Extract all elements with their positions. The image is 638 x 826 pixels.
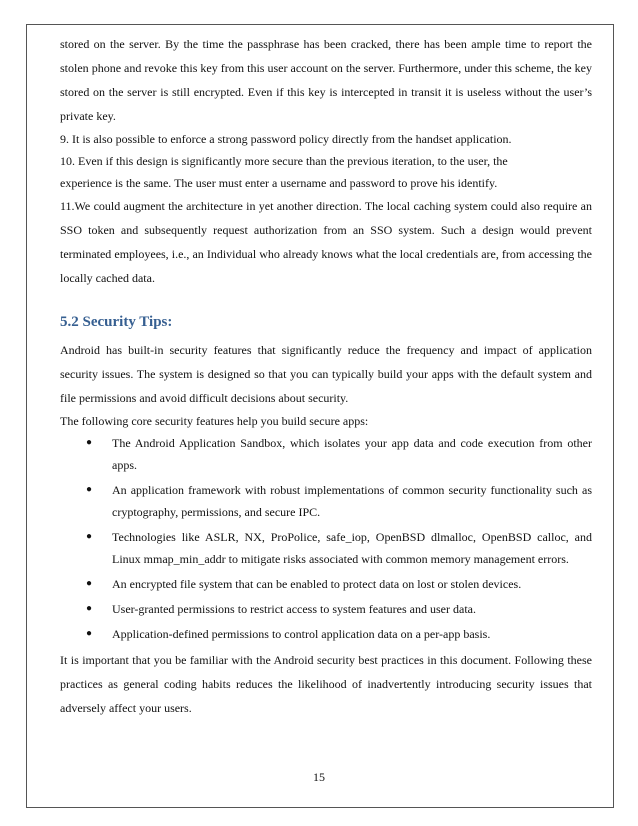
list-item <box>60 573 592 595</box>
feature-list <box>60 432 592 645</box>
bullet-icon: ● <box>86 603 93 614</box>
bullet-icon: ● <box>86 531 93 542</box>
bullet-icon: ● <box>86 484 93 495</box>
list-item <box>60 479 592 523</box>
bullet-icon: ● <box>86 578 93 589</box>
list-item-text: The Android Application Sandbox, which isolates your app data and code execution from other apps. <box>112 436 592 472</box>
list-item-text: Application-defined permissions to control application data on a per-app basis. <box>112 627 491 641</box>
list-item-text: User-granted permissions to restrict access to system features and user data. <box>112 602 476 616</box>
list-item-text: An application framework with robust implementations of common security functionality such as cryptography, permissions, and secure IPC. <box>112 483 592 519</box>
list-item <box>60 623 592 645</box>
list-item <box>60 526 592 570</box>
paragraph-item-10-line2: experience is the same. The user must enter a username and password to prove his identify. <box>60 176 498 190</box>
closing-paragraph: It is important that you be familiar with the Android security best practices in this document. Following these practices as general coding habits reduces the likelihood of inadvertently introducing security issues that adversely affect your users. <box>60 653 592 715</box>
paragraph-item-11: 11.We could augment the architecture in yet another direction. The local caching system could also require an SSO token and subsequently request authorization from an SSO system. Such a design would prevent terminated employees, i.e., an Individual who already knows what the local credentials are, from accessing the locally cached data. <box>60 199 592 285</box>
bullet-icon: ● <box>86 437 93 448</box>
paragraph-item-9: 9. It is also possible to enforce a strong password policy directly from the handset application. <box>60 132 512 146</box>
paragraph-server-key: stored on the server. By the time the passphrase has been cracked, there has been ample time to report the stolen phone and revoke this key from this user account on the server. Furthermore, under this scheme, the key stored on the server is still encrypted. Even if this key is intercepted in transit it is useless without the user’s private key. <box>60 37 592 123</box>
list-item-text: Technologies like ASLR, NX, ProPolice, safe_iop, OpenBSD dlmalloc, OpenBSD calloc, and Linux mmap_min_addr to mitigate risks associated with common memory management errors. <box>112 530 592 566</box>
bullet-icon: ● <box>86 628 93 639</box>
section-intro: Android has built-in security features that significantly reduce the frequency and impact of application security issues. The system is designed so that you can typically build your apps with the default system and file permissions and avoid difficult decisions about security. <box>60 343 592 405</box>
list-item <box>60 432 592 476</box>
list-item <box>60 598 592 620</box>
list-item-text: An encrypted file system that can be enabled to protect data on lost or stolen devices. <box>112 577 522 591</box>
section-heading: 5.2 Security Tips: <box>60 314 173 330</box>
section-lead: The following core security features help you build secure apps: <box>60 414 369 428</box>
document-body <box>60 30 592 720</box>
paragraph-item-10-line1: 10. Even if this design is significantly more secure than the previous iteration, to the user, the <box>60 154 508 168</box>
page-number: 15 <box>313 770 325 784</box>
